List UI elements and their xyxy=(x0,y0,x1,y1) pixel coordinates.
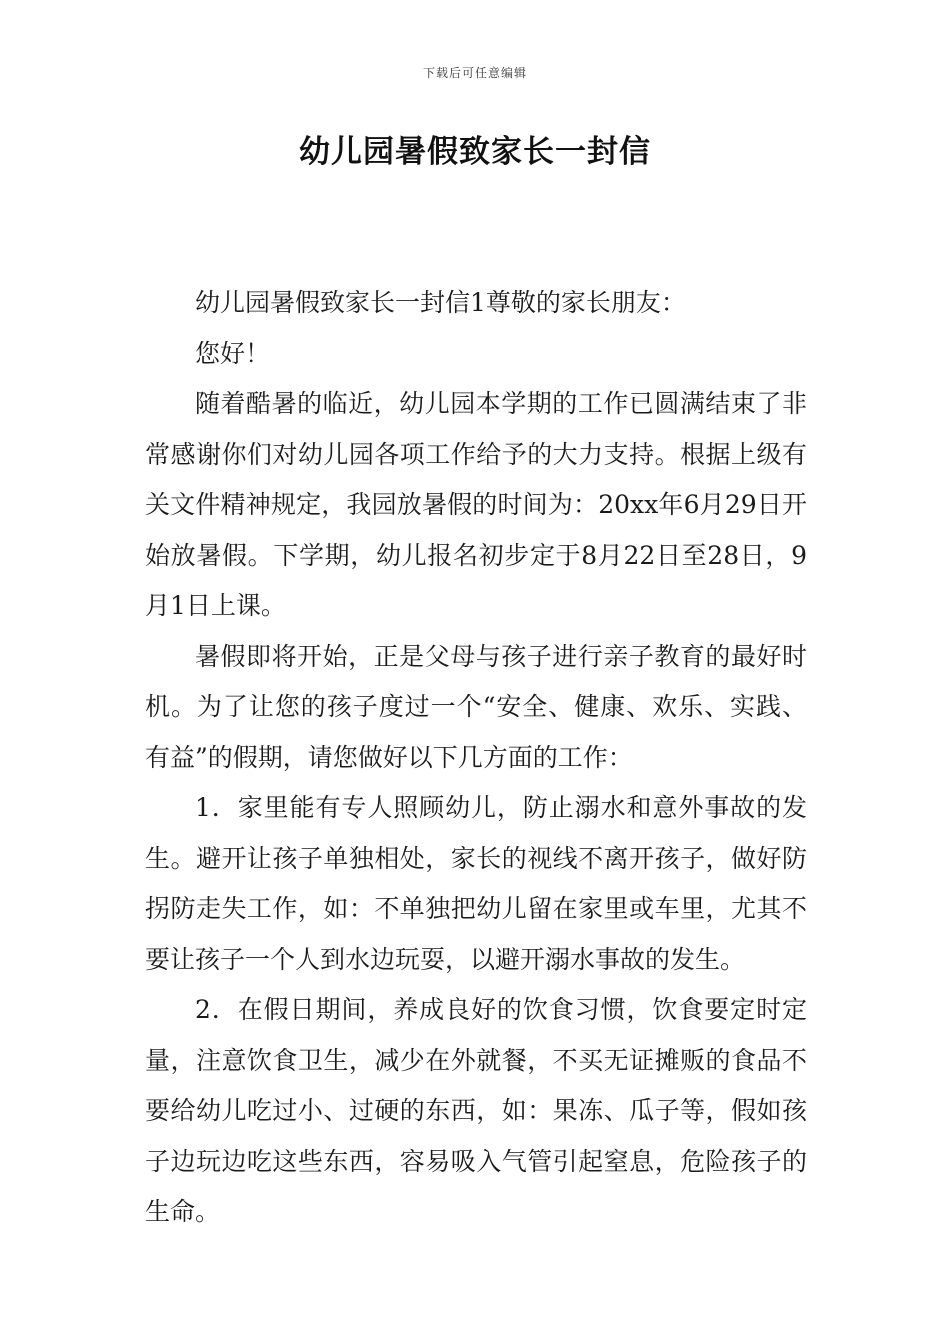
paragraph-intro: 暑假即将开始，正是父母与孩子进行亲子教育的最好时机。为了让您的孩子度过一个“安全、健康、欢乐、实践、有益”的假期，请您做好以下几方面的工作： xyxy=(145,641,807,772)
paragraph-greeting-line: 幼儿园暑假致家长一封信1尊敬的家长朋友： xyxy=(195,288,686,317)
paragraph-item-2: 2．在假日期间，养成良好的饮食习惯，饮食要定时定量，注意饮食卫生，减少在外就餐，不买无证摊贩的食品不要给幼儿吃过小、过硬的东西，如：果冻、瓜子等，假如孩子边玩边吃这些东西，容易吸入气管引起窒息，危险孩子的生命。 xyxy=(145,995,807,1226)
letter-body xyxy=(145,278,807,1238)
document-title: 幼儿园暑假致家长一封信 xyxy=(299,134,651,170)
paragraph-schedule: 随着酷暑的临近，幼儿园本学期的工作已圆满结束了非常感谢你们对幼儿园各项工作给予的大力支持。根据上级有关文件精神规定，我园放暑假的时间为：20xx年6月29日开始放暑假。下学期，幼儿报名初步定于8月22日至28日，9月1日上课。 xyxy=(145,389,807,620)
header-note: 下载后可任意编辑 xyxy=(422,66,527,80)
paragraph-item-1: 1．家里能有专人照顾幼儿，防止溺水和意外事故的发生。避开让孩子单独相处，家长的视线不离开孩子，做好防拐防走失工作，如：不单独把幼儿留在家里或车里，尤其不要让孩子一个人到水边玩耍，以避开溺水事故的发生。 xyxy=(145,793,807,974)
paragraph-hello: 您好！ xyxy=(195,338,271,368)
